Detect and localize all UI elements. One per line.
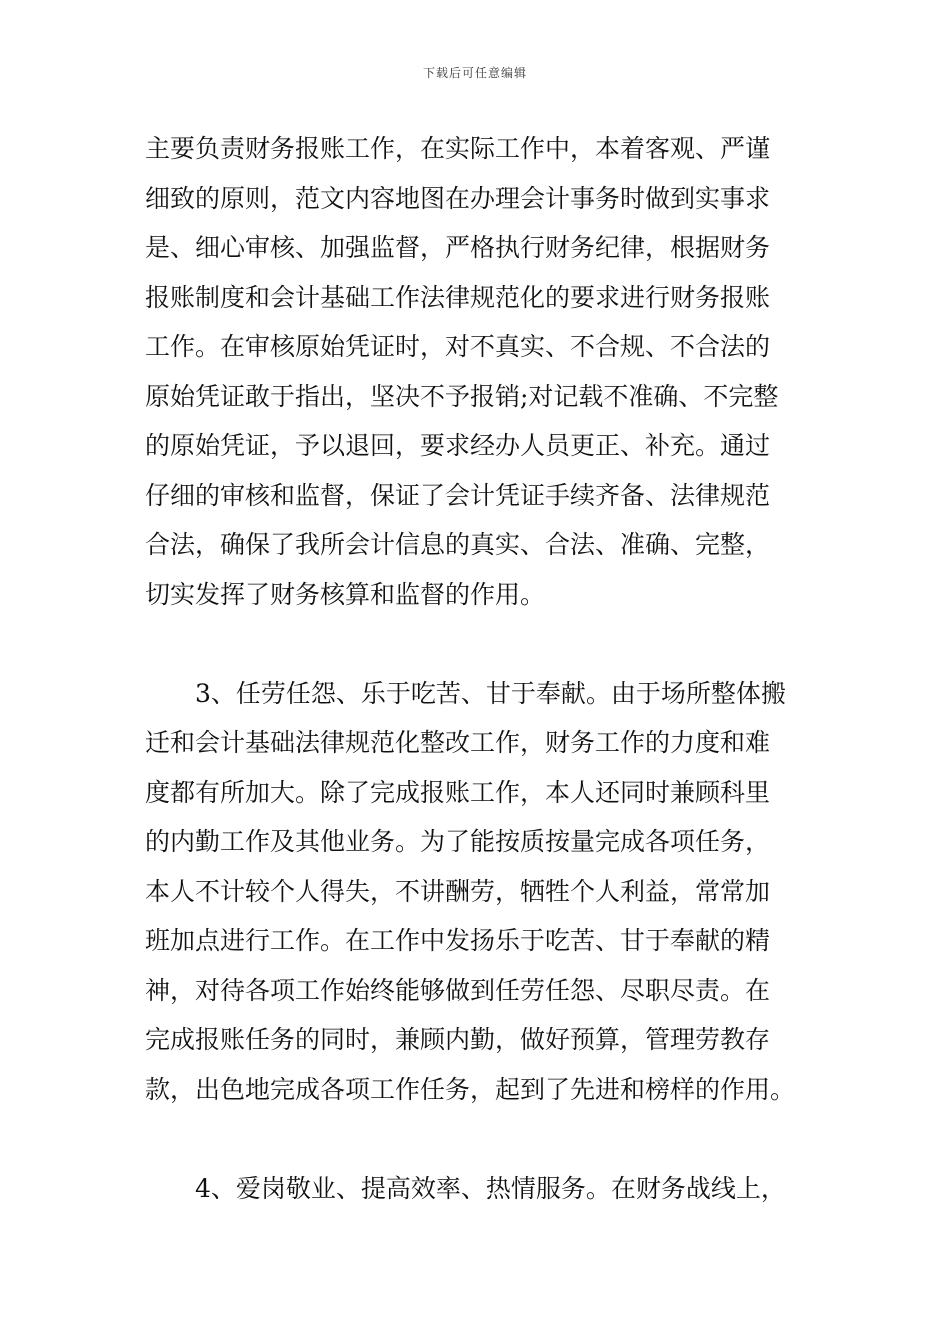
text-line: 款，出色地完成各项工作任务，起到了先进和榜样的作用。 xyxy=(145,1074,796,1104)
body-text xyxy=(145,124,815,1213)
text-line: 迁和会计基础法律规范化整改工作，财务工作的力度和难 xyxy=(145,728,771,757)
text-line: 神，对待各项工作始终能够做到任劳任怨、尽职尽责。在 xyxy=(145,975,771,1005)
text-line: 合法，确保了我所会计信息的真实、合法、准确、完整， xyxy=(145,530,771,559)
text-line: 的原始凭证，予以退回，要求经办人员更正、补充。通过 xyxy=(145,431,771,460)
text-line: 完成报账任务的同时，兼顾内勤，做好预算，管理劳教存 xyxy=(145,1025,771,1054)
text-line: 原始凭证敢于指出，坚决不予报销;对记载不准确、不完整 xyxy=(145,381,779,411)
text-line: 报账制度和会计基础工作法律规范化的要求进行财务报账 xyxy=(145,282,771,312)
text-line: 度都有所加大。除了完成报账工作，本人还同时兼顾科里 xyxy=(145,777,771,807)
text-line: 细致的原则，范文内容地图在办理会计事务时做到实事求 xyxy=(145,183,771,213)
text-line: 的内勤工作及其他业务。为了能按质按量完成各项任务， xyxy=(145,827,771,856)
download-note: 下载后可任意编辑 xyxy=(422,66,527,80)
paragraph-gap xyxy=(145,619,815,669)
text-line: 班加点进行工作。在工作中发扬乐于吃苦、甘于奉献的精 xyxy=(145,926,771,955)
text-line: 主要负责财务报账工作，在实际工作中，本着客观、严谨 xyxy=(145,134,771,163)
text-line: 本人不计较个人得失，不讲酬劳，牺牲个人利益，常常加 xyxy=(145,876,771,906)
paragraph-gap xyxy=(145,1114,815,1164)
text-line: 工作。在审核原始凭证时，对不真实、不合规、不合法的 xyxy=(145,332,771,361)
paragraph-first-line: 4、爱岗敬业、提高效率、热情服务。在财务战线上， xyxy=(195,1173,786,1203)
paragraph-first-line: 3、任劳任怨、乐于吃苦、甘于奉献。由于场所整体搬 xyxy=(195,678,786,708)
text-line: 切实发挥了财务核算和监督的作用。 xyxy=(145,579,546,609)
text-line: 仔细的审核和监督，保证了会计凭证手续齐备、法律规范 xyxy=(145,480,771,510)
text-line: 是、细心审核、加强监督，严格执行财务纪律，根据财务 xyxy=(145,233,771,262)
